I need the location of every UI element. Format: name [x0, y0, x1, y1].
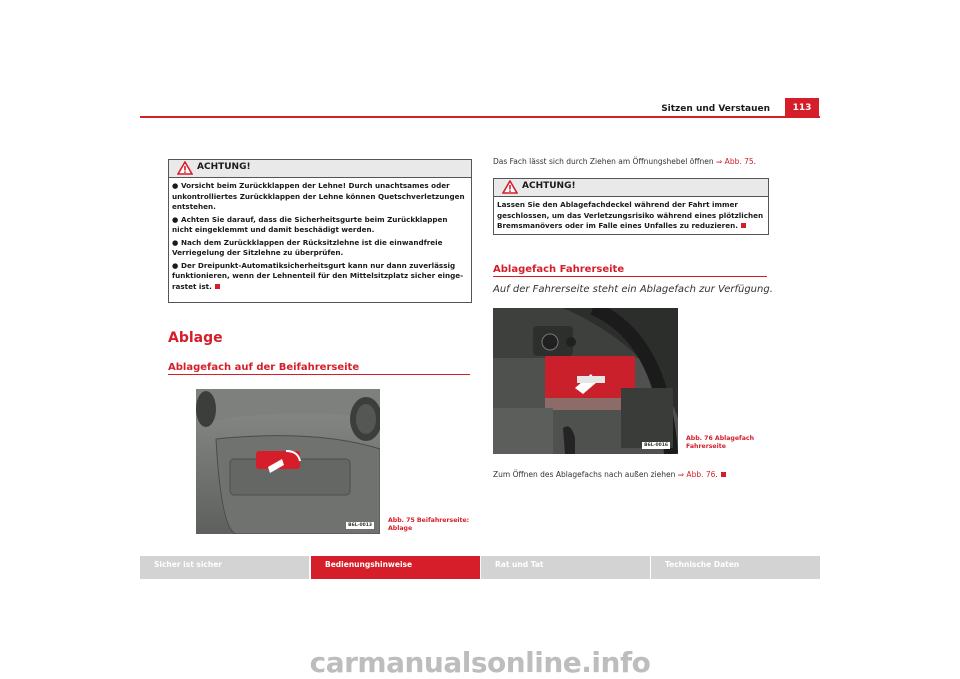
nav-tab-bedienungshinweise[interactable]: Bedienungshinweise — [311, 556, 480, 579]
warning-item: ● Nach dem Zurückklappen der Rücksitzlehne ist die einwandfreie Verriegelung der Sitzlehne zu überprüfen. — [172, 237, 443, 257]
header-rule — [140, 116, 820, 118]
nav-tab-technische-daten[interactable]: Technische Daten — [651, 556, 820, 579]
warning-triangle-icon — [177, 161, 193, 175]
outro-paragraph: Zum Öffnen des Ablagefachs nach außen ziehen ⇒ Abb. 76. — [493, 470, 783, 479]
lead-text: Auf der Fahrerseite steht ein Ablagefach zur Verfügung. — [493, 284, 773, 295]
warning-body — [494, 197, 768, 237]
nav-tab-rat-und-tat[interactable]: Rat und Tat — [481, 556, 650, 579]
figure-75-caption: Abb. 75 Beifahrerseite: Ablage — [388, 517, 470, 532]
figure-code: B6L-0016 — [644, 443, 668, 448]
intro-paragraph: Das Fach lässt sich durch Ziehen am Öffnungshebel öffnen ⇒ Abb. 75. — [493, 157, 757, 166]
warning-title: ACHTUNG! — [197, 162, 251, 172]
subsection-rule — [493, 276, 767, 277]
figure-76-photo — [493, 308, 678, 454]
figure-75-photo — [196, 389, 380, 534]
figure-code: B6L-0013 — [348, 523, 372, 528]
warning-text: Lassen Sie den Ablagefachdeckel während der Fahrt immer geschlossen, um das Verletzungsrisiko während eines plötzlichen Bremsmanövers oder im Falle eines Unfalles zu reduzieren. — [497, 200, 764, 230]
section-title: Ablage — [168, 330, 223, 346]
page-header-title: Sitzen und Verstauen — [661, 104, 770, 114]
warning-triangle-icon — [502, 180, 518, 194]
warning-item: ● Der Dreipunkt-Automatiksicherheitsgurt kann nur dann zuverlässig funktionieren, wenn der Lehnenteil für den Mittelsitzplatz sicher einge-rastet ist. — [172, 260, 464, 291]
warning-item: ● Vorsicht beim Zurückklappen der Lehne! Durch unachtsames oder unkontrolliertes Zurückklappen der Lehne können Quetschverletzungen entstehen. — [172, 181, 465, 211]
end-mark-icon — [741, 223, 746, 228]
figure-ref-link[interactable]: ⇒ Abb. 76 — [677, 470, 716, 479]
subsection-rule — [168, 374, 470, 375]
watermark: carmanualsonline.info — [309, 646, 651, 679]
page-number: 113 — [785, 98, 819, 118]
end-mark-icon — [721, 472, 726, 477]
warning-header — [494, 179, 768, 197]
warning-title: ACHTUNG! — [522, 181, 576, 191]
end-mark-icon — [215, 284, 220, 289]
nav-tab-sicher-ist-sicher[interactable]: Sicher ist sicher — [140, 556, 309, 579]
figure-76-caption: Abb. 76 Ablagefach Fahrerseite — [686, 435, 754, 450]
warning-body — [169, 178, 471, 297]
glovebox-illustration — [196, 389, 380, 534]
subsection-title-right: Ablagefach Fahrerseite — [493, 264, 625, 275]
figure-ref-link[interactable]: ⇒ Abb. 75 — [716, 157, 754, 166]
warning-box-right — [493, 178, 769, 235]
warning-header — [169, 160, 471, 178]
driver-storage-illustration — [493, 308, 678, 454]
warning-item: ● Achten Sie darauf, dass die Sicherheitsgurte beim Zurückklappen nicht eingeklemmt und damit beschädigt werden. — [172, 214, 448, 234]
subsection-title-left: Ablagefach auf der Beifahrerseite — [168, 362, 360, 373]
warning-box-left — [168, 159, 472, 303]
